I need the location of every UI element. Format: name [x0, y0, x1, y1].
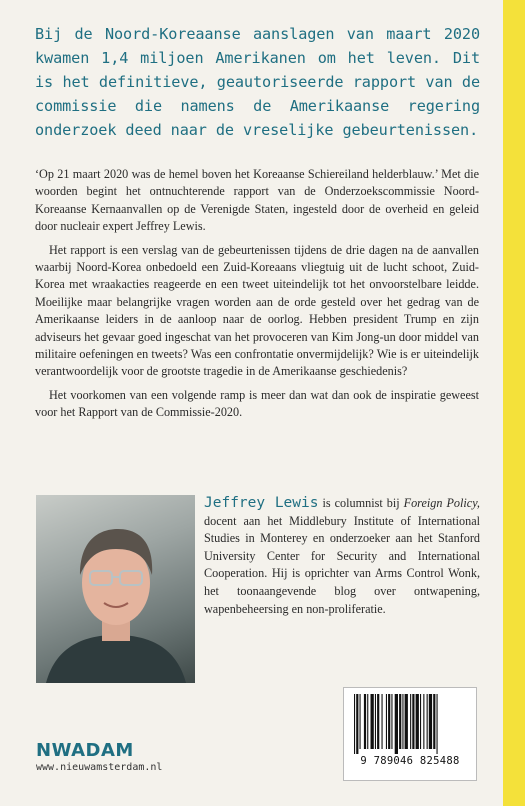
- publisher-logo: NWADAM: [36, 740, 134, 761]
- blurb: [35, 166, 479, 428]
- blurb-paragraph-1: ‘Op 21 maart 2020 was de hemel boven het Koreaanse Schiereiland helderblauw.’ Met die woorden begint het ontnuchterende rapport van de Onderzoekscommissie Noord-Koreaanse Kernaanvallen op de Verenigde Staten, ingesteld door de overheid en geleid door nucleair expert Jeffrey Lewis.: [35, 167, 479, 234]
- isbn-barcode: [343, 687, 477, 781]
- barcode-bars: [352, 694, 468, 754]
- blurb-paragraph-2: Het rapport is een verslag van de gebeurtenissen tijdens de drie dagen na de aanvallen waarbij Noord-Korea onbedoeld een Zuid-Koreaans vliegtuig uit de lucht schoot, Zuid-Korea met wraakacties reageerde en een tweet uiteindelijk tot het onvoorstelbare leidde. Moeilijke maar belangrijke vragen worden aan de orde gesteld over het gedrag van de Amerikaanse leiders in de aanloop naar de oorlog. Hebben president Trump en zijn adviseurs het gevaar goed ingeschat van het provoceren van Kim Jong-un door middel van militaire oefeningen en tweets? Was een confrontatie onvermijdelijk? Wie is er uiteindelijk verantwoordelijk voor de grootste tragedie in de Amerikaanse geschiedenis?: [35, 242, 479, 379]
- yellow-edge: [503, 0, 525, 806]
- author-bio: [204, 495, 480, 618]
- author-photo: [36, 495, 195, 683]
- isbn-number: 9 789046 825488: [360, 755, 460, 767]
- headline: Bij de Noord-Koreaanse aanslagen van maart 2020 kwamen 1,4 miljoen Amerikanen om het leven. Dit is het definitieve, geautoriseerde rapport van de commissie die namens de Amerikaanse regering onderzoek deed naar de vreselijke gebeurtenissen.: [35, 25, 480, 139]
- author-name: Jeffrey Lewis: [204, 495, 319, 511]
- bio-text-1: is columnist bij: [318, 496, 404, 510]
- bio-publication: Foreign Policy,: [403, 496, 480, 510]
- blurb-paragraph-3: Het voorkomen van een volgende ramp is meer dan wat dan ook de inspiratie geweest voor het Rapport van de Commissie-2020.: [35, 387, 479, 420]
- bio-text-2: docent aan het Middlebury Institute of International Studies in Monterey en onderzoeker aan het Stanford University Center for Security and International Cooperation. Hij is oprichter van Arms Control Wonk, het toonaangevende blog over ontwapening, wapenbeheersing en non-proliferatie.: [204, 513, 480, 616]
- publisher-website: www.nieuwamsterdam.nl: [36, 762, 163, 773]
